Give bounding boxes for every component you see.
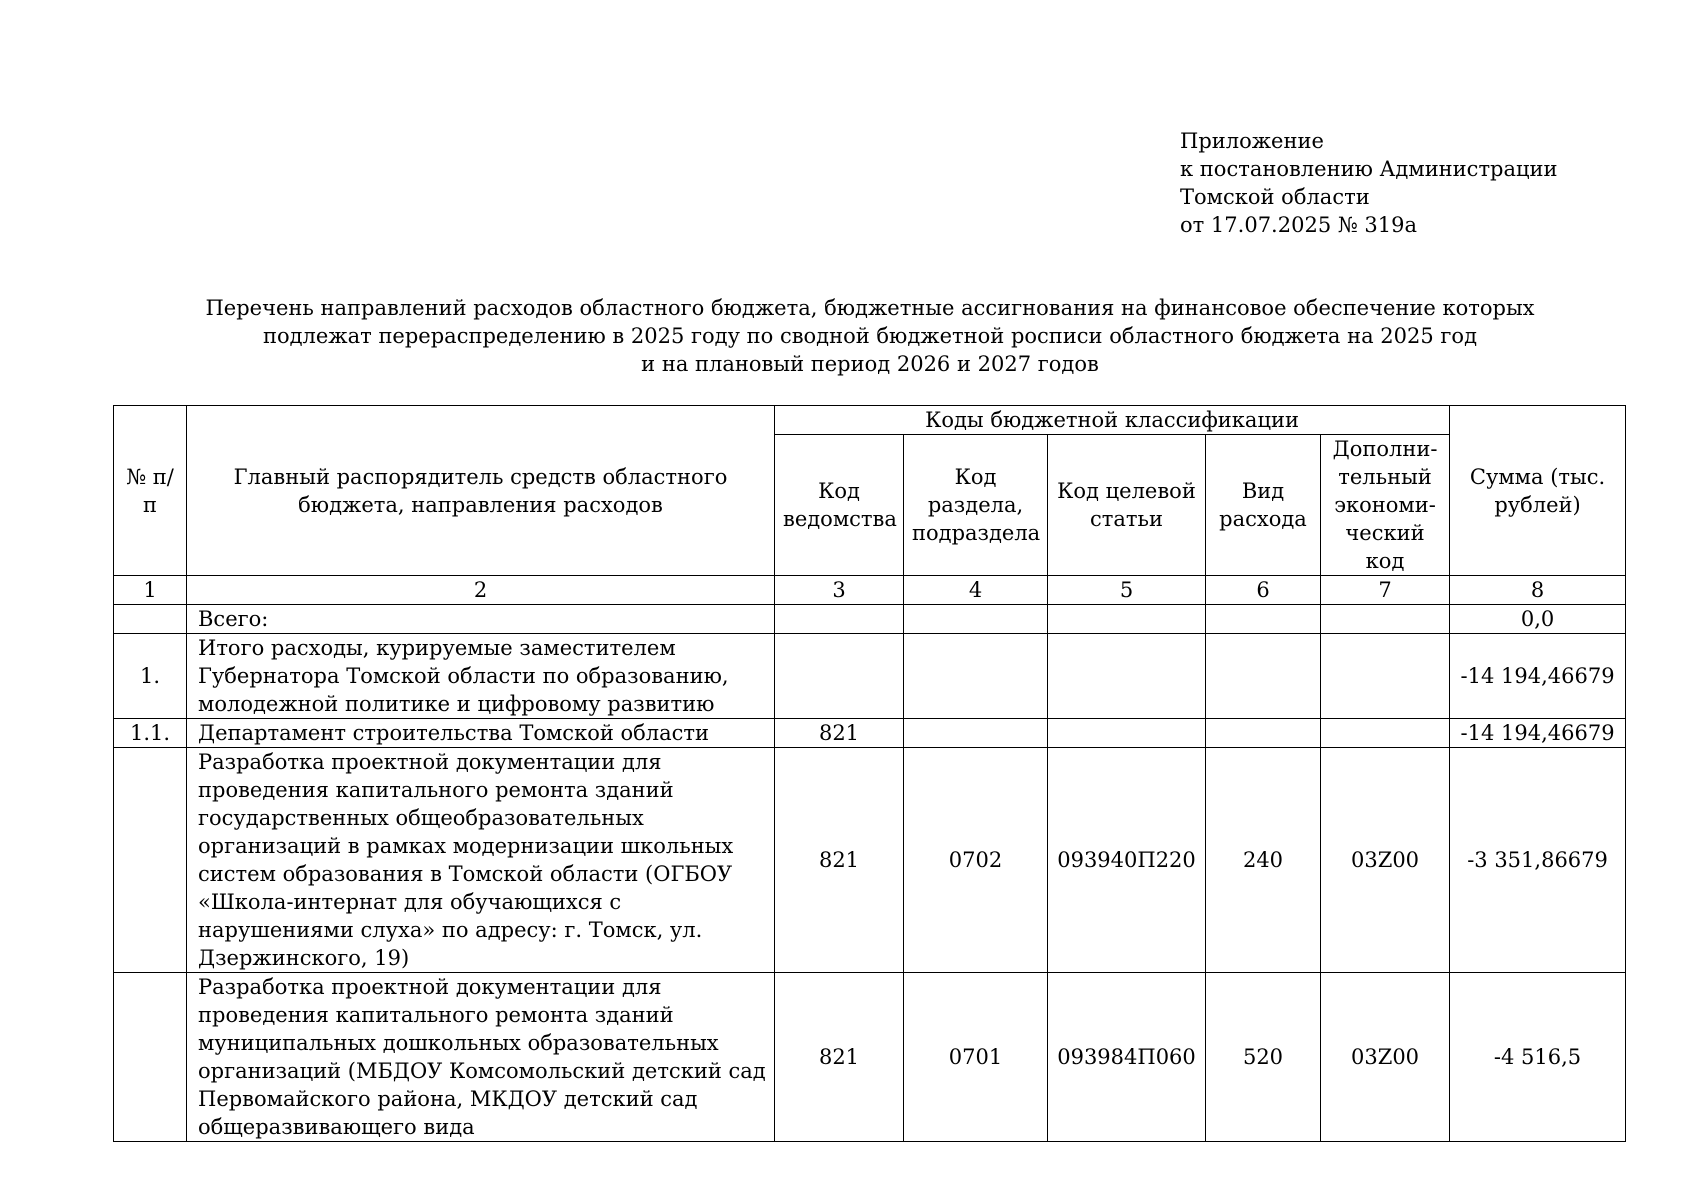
row-type [1206, 605, 1321, 634]
table-row [114, 719, 1626, 748]
row-sum: -3 351,86679 [1450, 748, 1626, 973]
row-econ: 03Z00 [1321, 973, 1450, 1142]
table-row [114, 605, 1626, 634]
row-section: 0701 [904, 973, 1048, 1142]
row-dept [775, 634, 904, 719]
row-section [904, 719, 1048, 748]
title-line-1: Перечень направлений расходов областного бюджета, бюджетные ассигнования на финансовое обеспечение которых [205, 296, 1535, 320]
table-row [114, 748, 1626, 973]
row-name: Разработка проектной документации для проведения капитального ремонта зданий муниципальных дошкольных образовательных организаций (МБДОУ Комсомольский детский сад Первомайского района, МКДОУ детский сад общеразвивающего вида [187, 973, 775, 1142]
row-num [114, 748, 187, 973]
row-sum: -4 516,5 [1450, 973, 1626, 1142]
row-econ [1321, 605, 1450, 634]
row-dept: 821 [775, 719, 904, 748]
header-target-code: Код целевой статьи [1048, 435, 1206, 576]
column-number: 5 [1048, 576, 1206, 605]
row-target [1048, 605, 1206, 634]
row-section [904, 605, 1048, 634]
row-econ [1321, 634, 1450, 719]
appendix-line-3: Томской области [1180, 185, 1370, 209]
table-row [114, 973, 1626, 1142]
header-codes-group: Коды бюджетной классификации [775, 406, 1450, 435]
row-target: 093940П220 [1048, 748, 1206, 973]
row-num [114, 973, 187, 1142]
table-row [114, 634, 1626, 719]
row-type [1206, 634, 1321, 719]
title-line-2: подлежат перераспределению в 2025 году по сводной бюджетной росписи областного бюджета на 2025 год [262, 324, 1478, 348]
table-header-row [114, 406, 1626, 435]
row-num [114, 605, 187, 634]
row-name: Разработка проектной документации для проведения капитального ремонта зданий государственных общеобразовательных организаций в рамках модернизации школьных систем образования в Томской области (ОГБОУ «Школа-интернат для обучающихся с нарушениями слуха» по адресу: г. Томск, ул. Дзержинского, 19) [187, 748, 775, 973]
header-sum: Сумма (тыс. рублей) [1450, 406, 1626, 576]
column-number-row [114, 576, 1626, 605]
row-num: 1. [114, 634, 187, 719]
row-econ [1321, 719, 1450, 748]
row-dept [775, 605, 904, 634]
row-sum: -14 194,46679 [1450, 719, 1626, 748]
header-num: № п/п [114, 406, 187, 576]
row-type [1206, 719, 1321, 748]
row-section: 0702 [904, 748, 1048, 973]
header-dept-code: Код ведомства [775, 435, 904, 576]
column-number: 8 [1450, 576, 1626, 605]
column-number: 2 [187, 576, 775, 605]
column-number: 6 [1206, 576, 1321, 605]
appendix-line-4: от 17.07.2025 № 319а [1180, 213, 1417, 237]
row-target [1048, 719, 1206, 748]
row-num: 1.1. [114, 719, 187, 748]
header-expense-type: Вид расхода [1206, 435, 1321, 576]
budget-table [113, 405, 1626, 1142]
row-target [1048, 634, 1206, 719]
column-number: 7 [1321, 576, 1450, 605]
title-line-3: и на плановый период 2026 и 2027 годов [641, 352, 1099, 376]
row-name: Департамент строительства Томской области [187, 719, 775, 748]
row-type: 520 [1206, 973, 1321, 1142]
header-name: Главный распорядитель средств областного бюджета, направления расходов [187, 406, 775, 576]
row-name: Итого расходы, курируемые заместителем Губернатора Томской области по образованию, молодежной политике и цифровому развитию [187, 634, 775, 719]
row-econ: 03Z00 [1321, 748, 1450, 973]
appendix-block [1180, 127, 1558, 239]
document-title [200, 294, 1540, 378]
row-sum: 0,0 [1450, 605, 1626, 634]
row-target: 093984П060 [1048, 973, 1206, 1142]
row-dept: 821 [775, 748, 904, 973]
column-number: 1 [114, 576, 187, 605]
row-dept: 821 [775, 973, 904, 1142]
row-type: 240 [1206, 748, 1321, 973]
row-name: Всего: [187, 605, 775, 634]
column-number: 3 [775, 576, 904, 605]
row-sum: -14 194,46679 [1450, 634, 1626, 719]
header-section-code: Код раздела, подраздела [904, 435, 1048, 576]
header-econ-code: Дополни-тельный экономи-ческий код [1321, 435, 1450, 576]
appendix-line-1: Приложение [1180, 129, 1324, 153]
column-number: 4 [904, 576, 1048, 605]
row-section [904, 634, 1048, 719]
appendix-line-2: к постановлению Администрации [1180, 157, 1558, 181]
